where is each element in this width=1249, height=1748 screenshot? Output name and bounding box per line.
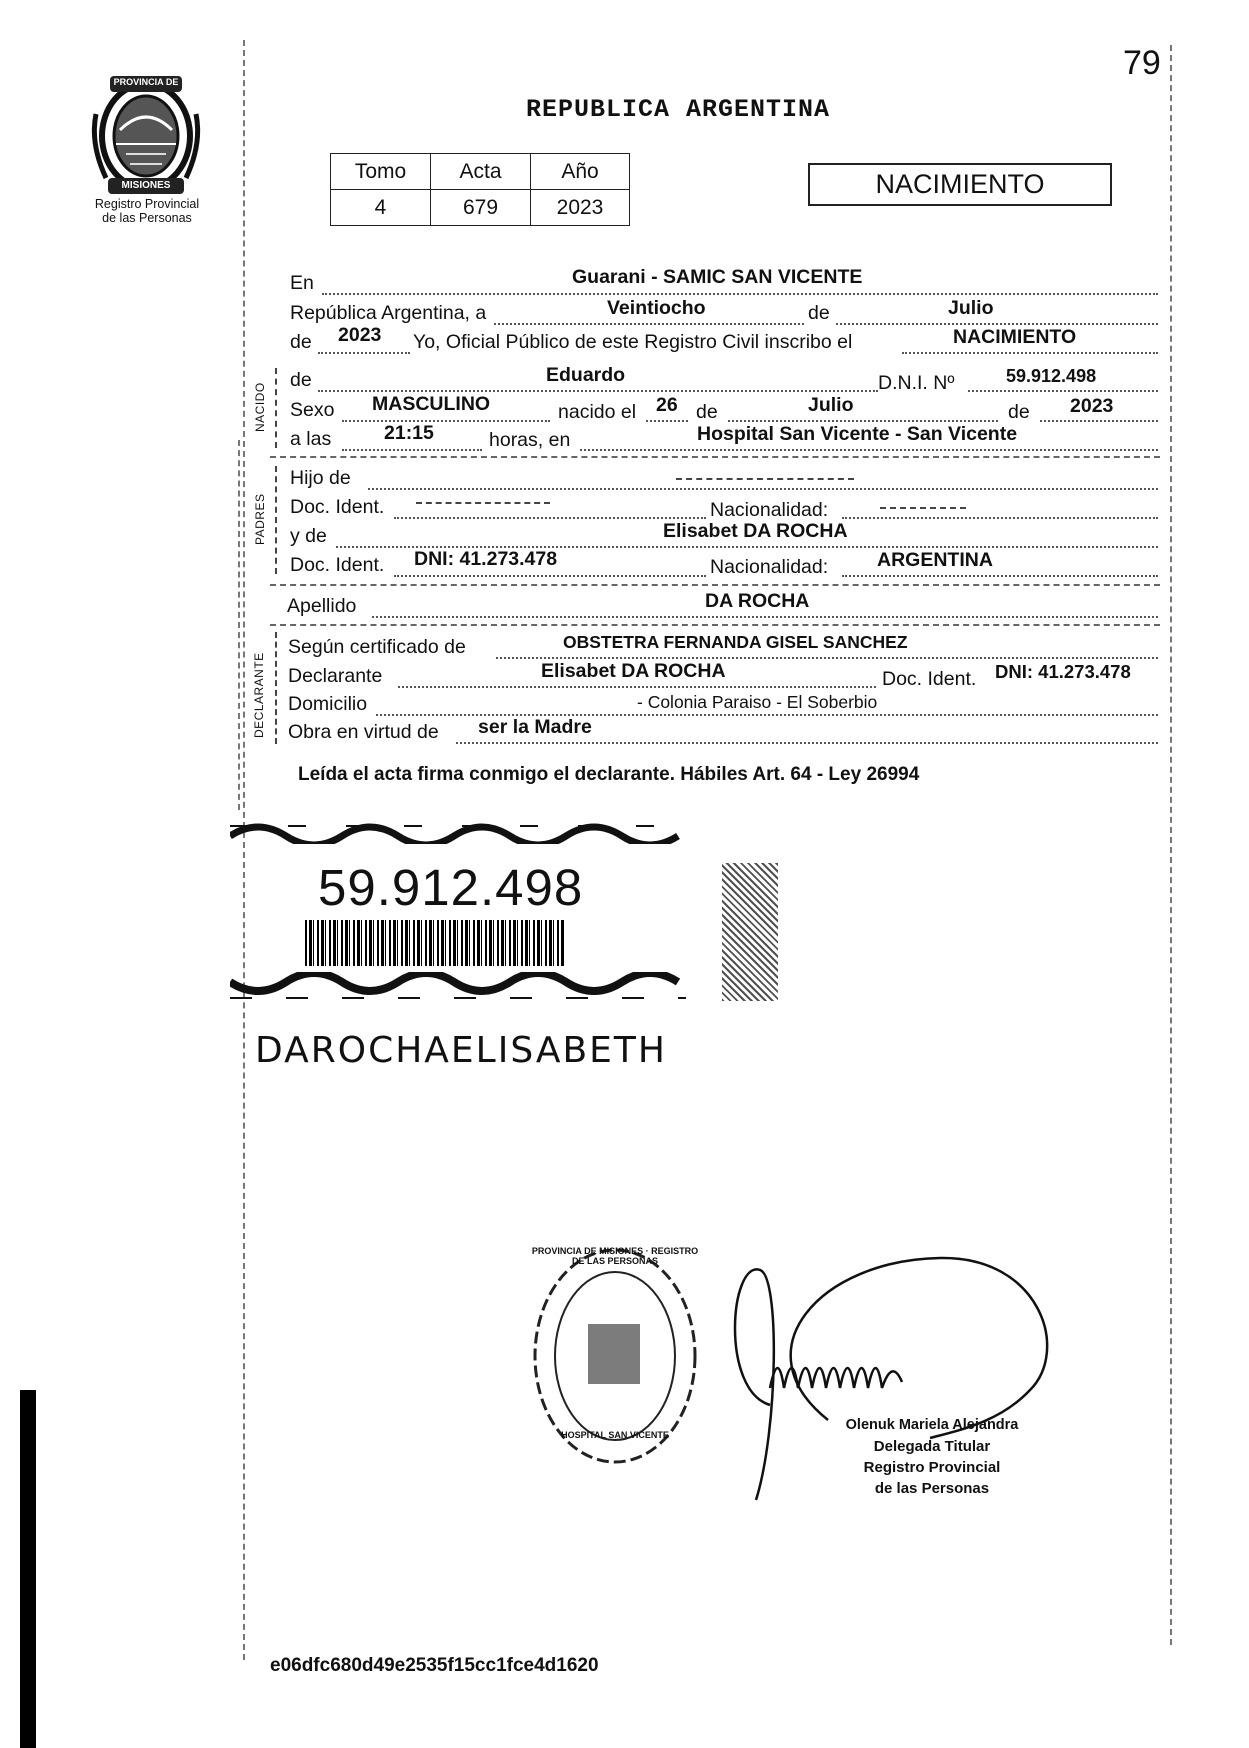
logo-text-bottom: MISIONES: [121, 180, 171, 191]
nac1-line: [842, 517, 1158, 519]
sexo-value: MASCULINO: [372, 393, 491, 415]
barcode: [305, 920, 565, 966]
certificado-line: [496, 657, 1158, 659]
sexo-label: Sexo: [290, 399, 335, 421]
month-value: Julio: [948, 297, 994, 319]
inscribo-value: NACIMIENTO: [953, 326, 1077, 348]
time-value: 21:15: [384, 422, 434, 444]
page-number: 79: [1123, 44, 1161, 82]
birth-year-value: 2023: [1070, 395, 1114, 417]
declarante-line: [398, 686, 876, 688]
header-anio: Año: [531, 154, 630, 190]
de-year-label: de: [290, 331, 312, 353]
logo-caption-line2: de las Personas: [102, 211, 192, 225]
header-tomo: Tomo: [331, 154, 431, 190]
handwritten-name: DAROCHAELISABETH: [255, 1030, 667, 1071]
nac2-line: [842, 575, 1158, 577]
nac2-label: Nacionalidad:: [710, 556, 829, 578]
apellido-value: DA ROCHA: [705, 590, 810, 612]
right-margin-dash: [1170, 45, 1172, 1645]
logo-text-top: PROVINCIA DE: [113, 77, 179, 87]
padres-section-label: PADRES: [253, 493, 267, 545]
dni-value: 59.912.498: [1006, 366, 1097, 386]
inscribo-line: [902, 352, 1158, 354]
decl-doc-value: DNI: 41.273.478: [995, 661, 1131, 682]
en-label: En: [290, 272, 314, 294]
nacido-de-label2: de: [696, 401, 718, 423]
signer-org-line1: Registro Provincial: [863, 1459, 1001, 1476]
dni-label: D.N.I. Nº: [878, 372, 955, 394]
padres-bar: [275, 466, 277, 574]
inner-margin-dash: [238, 440, 240, 810]
mother-value: Elisabet DA ROCHA: [663, 520, 848, 542]
official-stamp: [526, 1240, 704, 1472]
yde-label: y de: [290, 525, 327, 547]
doc1-line: [394, 517, 706, 519]
logo-caption-line1: Registro Provincial: [94, 197, 200, 211]
hijo-label: Hijo de: [290, 467, 351, 489]
registry-header-row: [331, 154, 630, 190]
horas-label: horas, en: [489, 429, 571, 451]
barcode-dni-number: 59.912.498: [318, 859, 584, 916]
certificado-label: Según certificado de: [288, 636, 466, 658]
declarante-label: Declarante: [288, 665, 383, 687]
certificado-value: OBSTETRA FERNANDA GISEL SANCHEZ: [563, 632, 908, 652]
registry-table: [330, 153, 630, 226]
name-value: Eduardo: [546, 364, 626, 386]
doc1-label: Doc. Ident.: [290, 496, 385, 518]
signer-role: Delegada Titular: [873, 1438, 991, 1455]
separator-2: [270, 584, 1160, 586]
nacido-el-label: nacido el: [558, 401, 637, 423]
birth-month-line: [728, 420, 998, 422]
declarante-value: Elisabet DA ROCHA: [541, 660, 726, 682]
doc2-line: [394, 575, 706, 577]
year-line: [318, 352, 410, 354]
sexo-line: [342, 420, 550, 422]
signer-org-line2: de las Personas: [874, 1480, 990, 1497]
declarante-bar: [275, 632, 277, 744]
security-border-top: [230, 818, 686, 844]
doc1-blank-dash: [416, 502, 550, 504]
nacido-bar: [275, 368, 277, 448]
hologram-seal: [722, 863, 778, 1001]
nac2-value: ARGENTINA: [877, 549, 993, 571]
document-hash: e06dfc680d49e2535f15cc1fce4d1620: [270, 1655, 599, 1676]
en-value: Guarani - SAMIC SAN VICENTE: [572, 266, 863, 288]
doc2-value: DNI: 41.273.478: [414, 548, 558, 570]
de-label: de: [808, 302, 830, 324]
signer-name: Olenuk Mariela Alejandra: [845, 1417, 1019, 1433]
separator-3: [270, 624, 1160, 626]
coat-of-arms-icon: [86, 74, 206, 196]
act-type-box: NACIMIENTO: [808, 163, 1112, 206]
signature-block: [812, 1415, 1052, 1499]
decl-doc-label: Doc. Ident.: [882, 668, 977, 690]
obra-line: [456, 742, 1158, 744]
registry-value-row: [331, 190, 630, 226]
republica-label: República Argentina, a: [290, 302, 487, 324]
stamp-ring-text: PROVINCIA DE MISIONES · REGISTRO DE LAS PERSONAS: [531, 1246, 699, 1266]
time-line: [342, 449, 482, 451]
domicilio-label: Domicilio: [288, 693, 368, 715]
nac1-blank-dash: [880, 507, 966, 509]
nacido-de-label: de: [290, 369, 312, 391]
place-value: Hospital San Vicente - San Vicente: [697, 423, 1018, 445]
birth-day-line: [646, 420, 688, 422]
day-value: Veintiocho: [607, 297, 706, 319]
stamp-inner-text: HOSPITAL SAN VICENTE: [561, 1430, 669, 1440]
header-acta: Acta: [431, 154, 531, 190]
separator-1: [270, 456, 1160, 458]
apellido-label: Apellido: [287, 595, 357, 617]
birth-year-line: [1040, 420, 1158, 422]
hijo-line: [368, 488, 1158, 490]
legal-note: Leída el acta firma conmigo el declarante. Hábiles Art. 64 - Ley 26994: [298, 764, 920, 785]
birth-day-value: 26: [656, 394, 678, 416]
en-line: [322, 293, 1158, 295]
page-title: REPUBLICA ARGENTINA: [526, 95, 831, 124]
nacido-de-label3: de: [1008, 401, 1030, 423]
value-tomo: 4: [331, 190, 431, 226]
declarante-section-label: DECLARANTE: [252, 652, 266, 738]
place-line: [580, 449, 1158, 451]
dni-line: [968, 390, 1158, 392]
inscribo-label: Yo, Oficial Público de este Registro Civil inscribo el: [413, 331, 853, 353]
name-line: [318, 390, 878, 392]
province-logo: [86, 74, 206, 196]
security-border-bottom: [230, 972, 686, 1002]
left-margin-dash: [243, 40, 245, 1660]
doc2-label: Doc. Ident.: [290, 554, 385, 576]
apellido-line: [372, 616, 1158, 618]
obra-label: Obra en virtud de: [288, 721, 439, 743]
logo-caption: [72, 197, 222, 225]
month-line: [836, 323, 1158, 325]
year-value: 2023: [338, 324, 382, 346]
value-anio: 2023: [531, 190, 630, 226]
scan-edge-bar: [20, 1390, 36, 1748]
nac1-label: Nacionalidad:: [710, 499, 829, 521]
nacido-section-label: NACIDO: [253, 382, 267, 432]
day-line: [494, 323, 804, 325]
a-las-label: a las: [290, 428, 332, 450]
domicilio-value: - Colonia Paraiso - El Soberbio: [637, 692, 878, 712]
hijo-blank-dash: [676, 478, 854, 480]
obra-value: ser la Madre: [478, 716, 592, 738]
birth-month-value: Julio: [808, 394, 854, 416]
value-acta: 679: [431, 190, 531, 226]
